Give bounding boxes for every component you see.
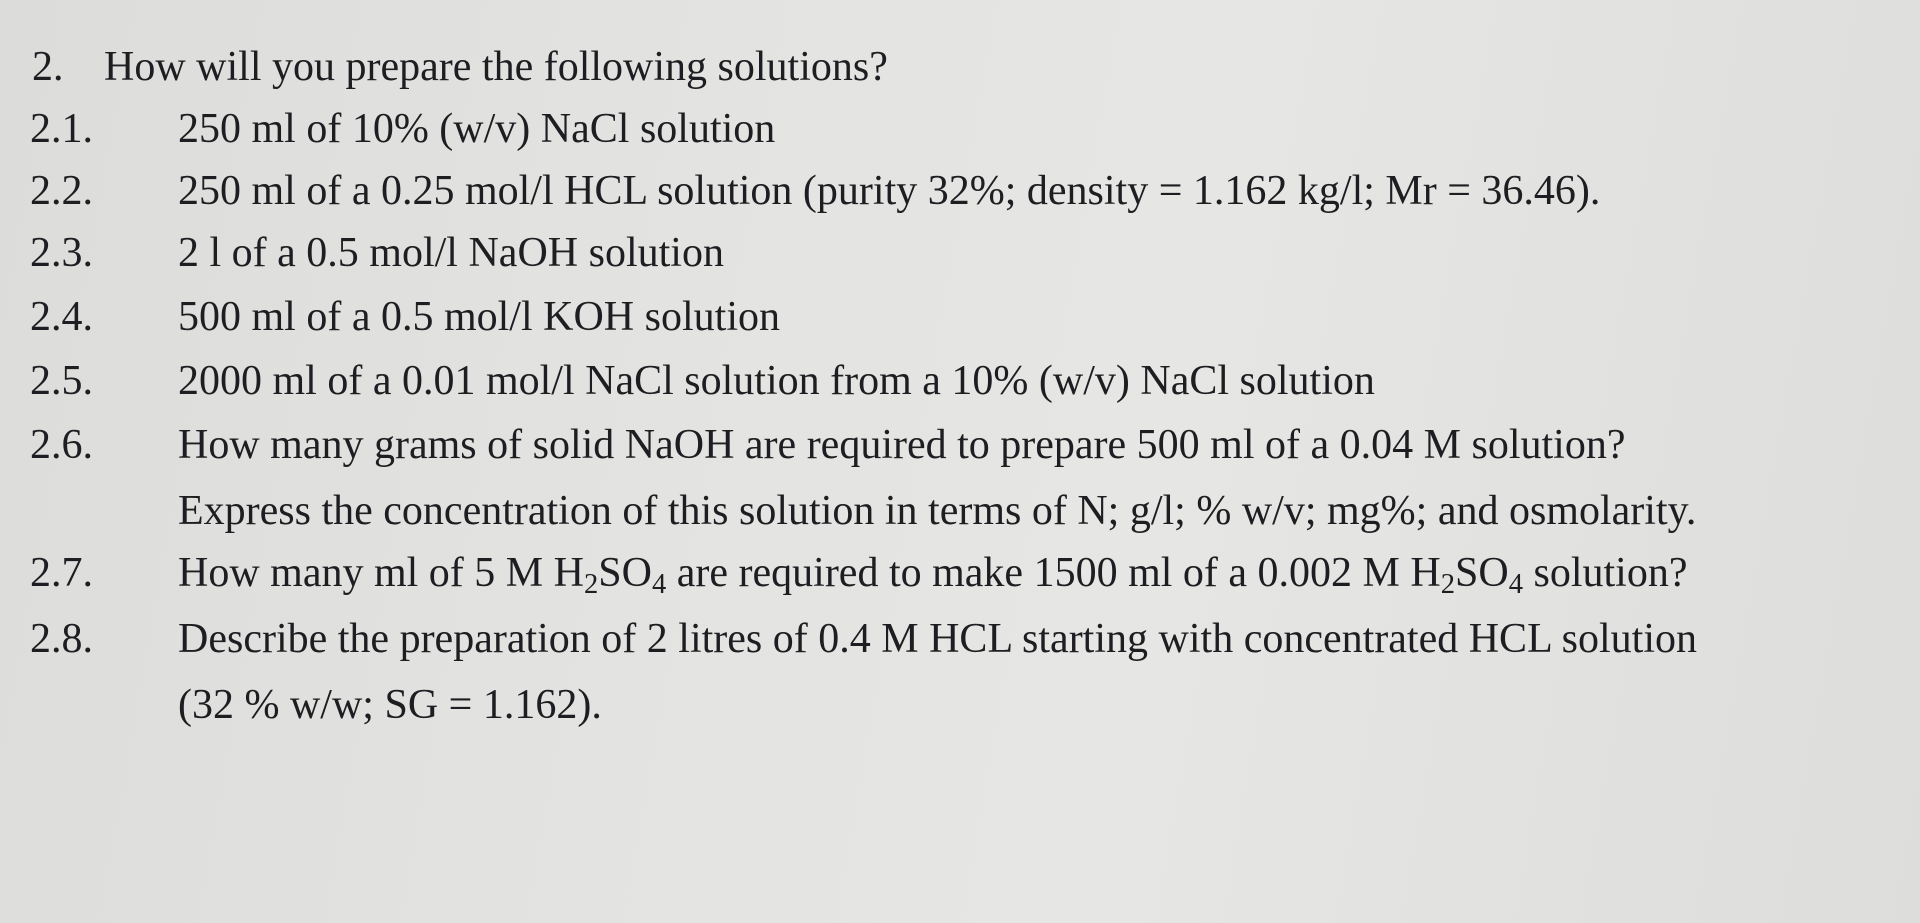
item-text: 250 ml of 10% (w/v) NaCl solution (178, 106, 776, 152)
subscript: 2 (1440, 569, 1455, 601)
item-number: 2.4. (30, 294, 93, 340)
item-number: 2.3. (30, 230, 93, 276)
item-text: 500 ml of a 0.5 mol/l KOH solution (178, 294, 780, 340)
question-title: How will you prepare the following solutions? (104, 44, 888, 90)
item-text: 250 ml of a 0.25 mol/l HCL solution (purity 32%; density = 1.162 kg/l; Mr = 36.46). (178, 168, 1601, 214)
item-number: 2.2. (30, 168, 93, 214)
subscript: 4 (651, 569, 667, 601)
item-text: 2000 ml of a 0.01 mol/l NaCl solution from a 10% (w/v) NaCl solution (178, 358, 1375, 404)
item-text: How many grams of solid NaOH are required to prepare 500 ml of a 0.04 M solution? (178, 422, 1626, 468)
item-number: 2.1. (30, 106, 93, 152)
question-heading (32, 46, 888, 88)
item-text: Express the concentration of this solution in terms of N; g/l; % w/v; mg%; and osmolarity. (178, 488, 1697, 534)
item-number: 2.7. (30, 550, 93, 596)
subscript: 2 (583, 569, 599, 601)
subscript: 4 (1508, 569, 1523, 601)
item-text: Describe the preparation of 2 litres of 0.4 M HCL starting with concentrated HCL solution (178, 616, 1698, 662)
item-text: 2 l of a 0.5 mol/l NaOH solution (178, 230, 724, 276)
question-number: 2. (32, 44, 64, 90)
item-number: 2.5. (30, 358, 93, 404)
item-text: How many ml of 5 M $H_2SO_4$ are required to make 1500 ml of a 0.002 M $H_2SO_4$ solution? (178, 550, 1688, 601)
item-text: (32 % w/w; SG = 1.162). (178, 682, 602, 728)
item-number: 2.8. (30, 616, 93, 662)
item-number: 2.6. (30, 422, 93, 468)
